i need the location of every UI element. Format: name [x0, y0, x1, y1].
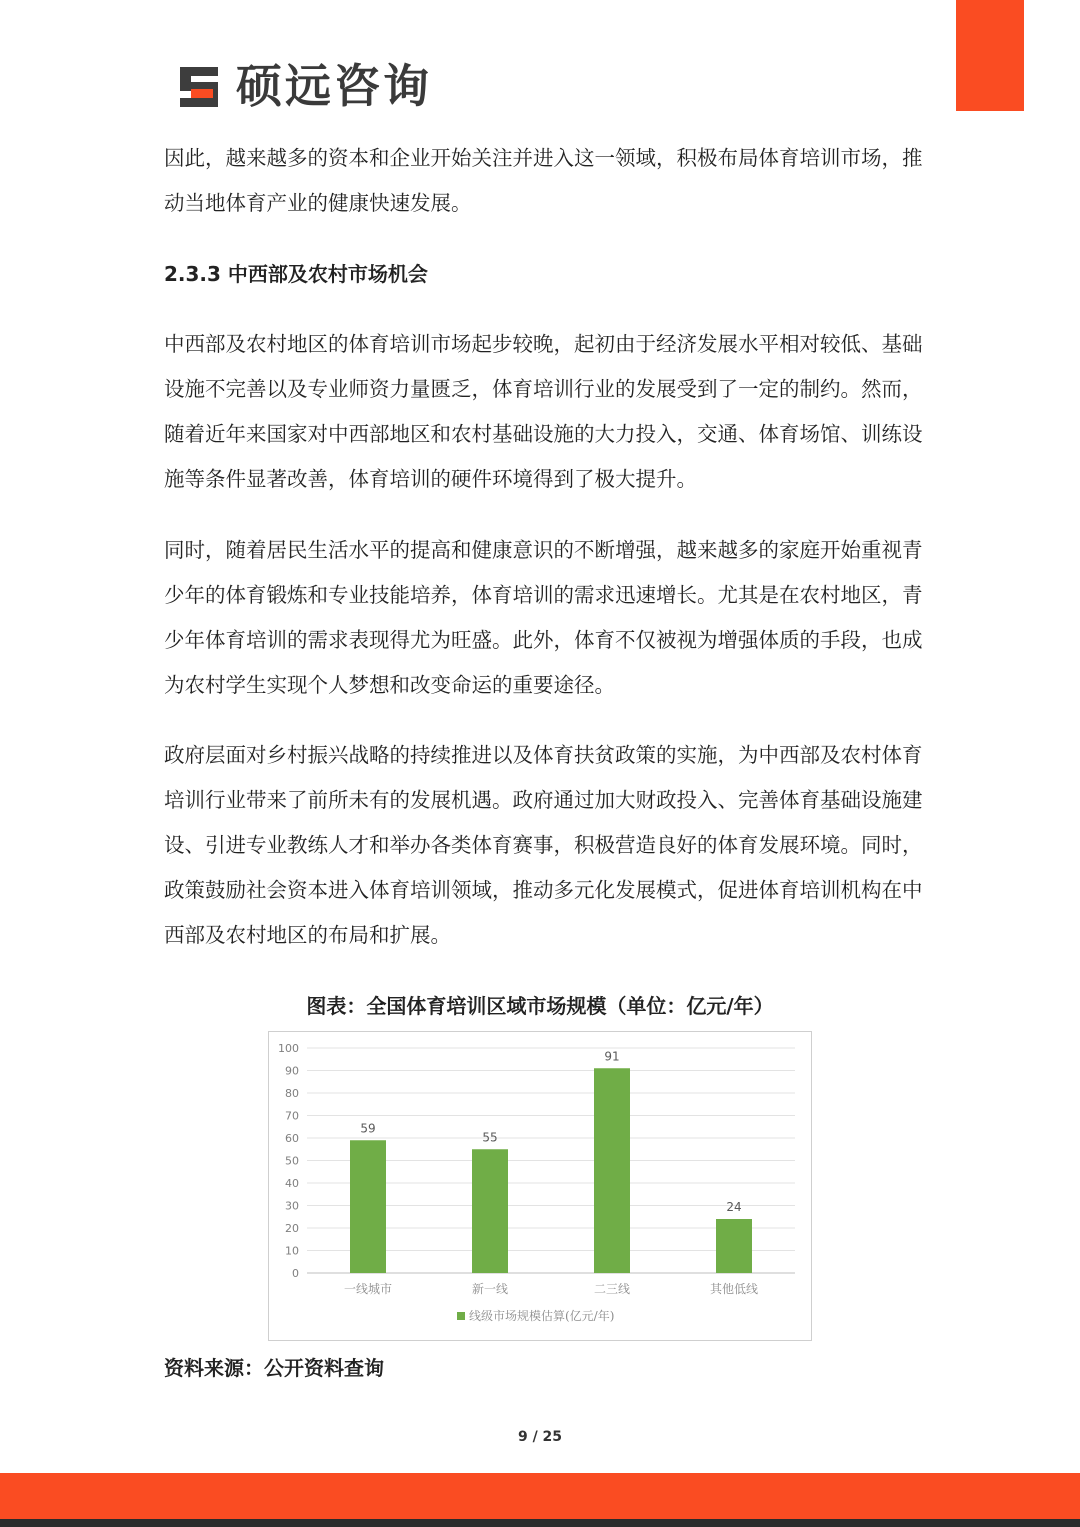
bar [472, 1149, 508, 1273]
y-tick-label: 70 [285, 1109, 299, 1123]
bar-chart [269, 1032, 811, 1340]
y-tick-label: 0 [292, 1267, 299, 1280]
y-tick-label: 90 [285, 1064, 299, 1078]
chart-caption: 图表：全国体育培训区域市场规模（单位：亿元/年） [306, 994, 774, 1018]
intro-paragraph: 因此，越来越多的资本和企业开始关注并进入这一领域，积极布局体育培训市场，推动当地体育产业的健康快速发展。 [164, 146, 923, 215]
y-tick-label: 50 [285, 1154, 299, 1168]
y-tick-label: 10 [285, 1244, 299, 1258]
y-tick-label: 60 [285, 1132, 299, 1145]
footer-dark-strip [0, 1519, 1080, 1527]
bar [594, 1068, 630, 1273]
data-label: 24 [726, 1200, 742, 1214]
page-number: 9 / 25 [517, 1429, 563, 1445]
section-heading: 2.3.3 中西部及农村市场机会 [164, 262, 428, 286]
x-tick-label: 其他低线 [709, 1282, 759, 1296]
y-tick-label: 40 [285, 1177, 299, 1190]
y-tick-label: 20 [285, 1222, 299, 1235]
data-label: 91 [604, 1049, 620, 1064]
source-note: 资料来源：公开资料查询 [164, 1356, 384, 1380]
y-tick-label: 100 [278, 1042, 299, 1055]
bar-chart-frame [268, 1031, 812, 1341]
legend-swatch [457, 1312, 465, 1320]
header-accent-tab [956, 0, 1024, 111]
body-paragraph-1: 中西部及农村地区的体育培训市场起步较晚，起初由于经济发展水平相对较低、基础设施不完善以及专业师资力量匮乏，体育培训行业的发展受到了一定的制约。然而，随着近年来国家对中西部地区和农村基础设施的大力投入，交通、体育场馆、训练设施等条件显著改善，体育培训的硬件环境得到了极大提升。 [164, 332, 923, 491]
bar [716, 1219, 752, 1273]
data-label: 55 [482, 1130, 498, 1145]
bar [350, 1140, 386, 1273]
logo-text: 硕远咨询 [236, 59, 432, 113]
y-tick-label: 80 [285, 1087, 299, 1100]
logo-mark-icon [176, 61, 226, 111]
body-paragraph-2: 同时，随着居民生活水平的提高和健康意识的不断增强，越来越多的家庭开始重视青少年的体育锻炼和专业技能培养，体育培训的需求迅速增长。尤其是在农村地区，青少年体育培训的需求表现得尤为旺盛。此外，体育不仅被视为增强体质的手段，也成为农村学生实现个人梦想和改变命运的重要途径。 [164, 538, 923, 697]
body-paragraph-3: 政府层面对乡村振兴战略的持续推进以及体育扶贫政策的实施，为中西部及农村体育培训行业带来了前所未有的发展机遇。政府通过加大财政投入、完善体育基础设施建设、引进专业教练人才和举办各类体育赛事，积极营造良好的体育发展环境。同时，政策鼓励社会资本进入体育培训领域，推动多元化发展模式，促进体育培训机构在中西部及农村地区的布局和扩展。 [164, 743, 923, 947]
brand-logo [176, 58, 432, 114]
legend-label: 线级市场规模估算(亿元/年) [469, 1309, 615, 1323]
x-tick-label: 二三线 [593, 1282, 631, 1296]
x-tick-label: 新一线 [471, 1282, 509, 1296]
x-tick-label: 一线城市 [343, 1282, 393, 1296]
y-tick-label: 30 [285, 1199, 299, 1213]
data-label: 59 [360, 1121, 376, 1136]
footer-accent-bar [0, 1473, 1080, 1519]
